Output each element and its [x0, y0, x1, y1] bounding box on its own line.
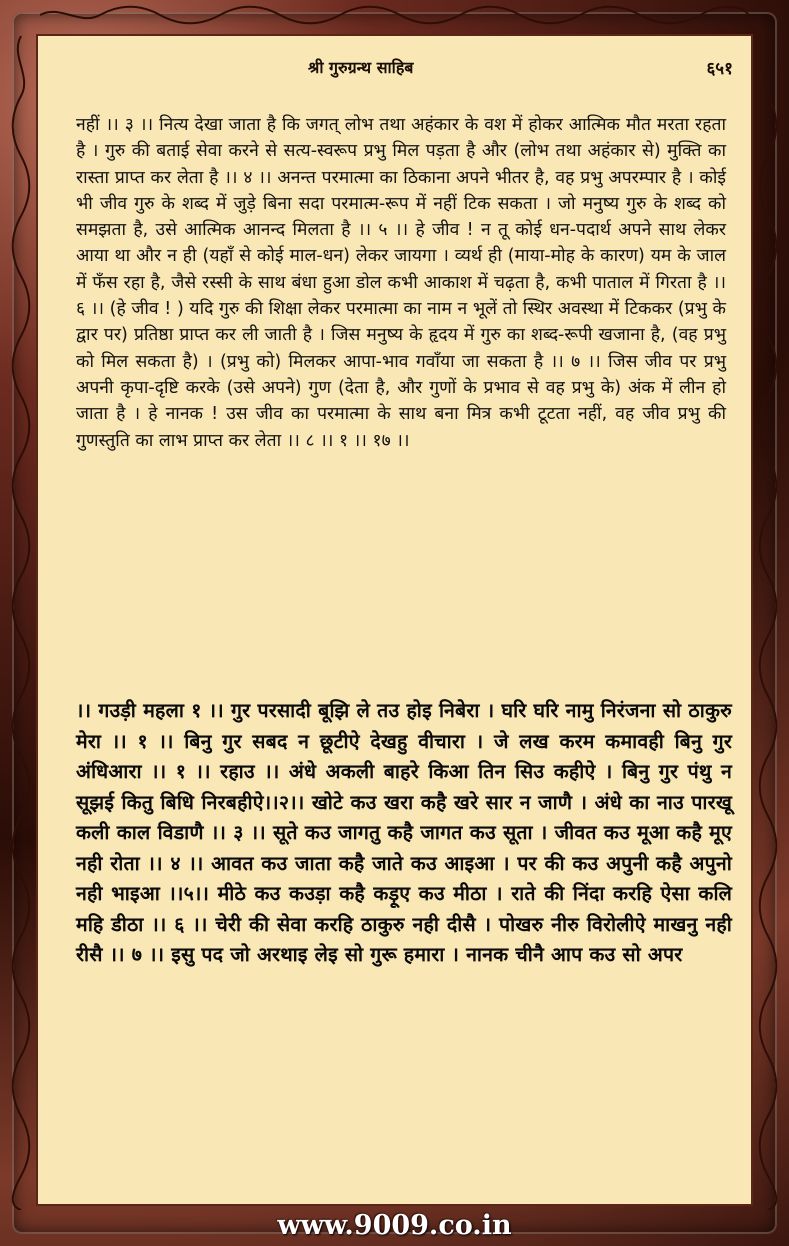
- page-number: ६५१: [706, 59, 733, 79]
- left-ornament: [8, 36, 34, 1210]
- gurbani-text: ।। गउड़ी महला १ ।। गुर परसादी बूझि ले तउ होइ निबेरा । घरि घरि नामु निरंजना सो ठाकुरु मेरा ।। १ ।। बिनु गुर सबद न छूटीऐ देखहु वीचारा । जे लख करम कमावही बिनु गुर अंधिआरा ।। १ ।। रहाउ ।। अंधे अकली बाहरे किआ तिन सिउ कहीऐ । बिनु गुर पंथु न सूझई कितु बिधि निरबहीऐ।।२।। खोटे कउ खरा कहै खरे सार न जाणै । अंधे का नाउ पारखू कली काल विडाणै ।। ३ ।। सूते कउ जागतु कहै जागत कउ सूता । जीवत कउ मूआ कहै मूए नही रोता ।। ४ ।। आवत कउ जाता कहै जाते कउ आइआ । पर की कउ अपुनी कहै अपुनो नही भाइआ ।।५।। मीठे कउ कउड़ा कहै कड़ूए कउ मीठा । राते की निंदा करहि ऐसा कलि महि डीठा ।। ६ ।। चेरी की सेवा करहि ठाकुरु नही दीसै । पोखरु नीरु विरोलीऐ माखनु नही रीसै ।। ७ ।। इसु पद जो अरथाइ लेइ सो गुरू हमारा । नानक चीनै आप कउ सो अपर: [76, 699, 732, 966]
- scripture-page: [36, 34, 753, 1206]
- page-title: श्री गुरुग्रन्थ साहिब: [308, 58, 414, 77]
- top-ornament: [40, 4, 749, 26]
- right-ornament: [755, 36, 781, 1210]
- page-header: [38, 56, 753, 82]
- commentary-text: नहीं ।। ३ ।। नित्य देखा जाता है कि जगत् लोभ तथा अहंकार के वश में होकर आत्मिक मौत मरता रहता है । गुरु की बताई सेवा करने से सत्य-स्वरूप प्रभु मिल पड़ता है और (लोभ तथा अहंकार से) मुक्ति का रास्ता प्राप्त कर लेता है ।। ४ ।। अनन्त परमात्मा का ठिकाना अपने भीतर है, वह प्रभु अपरम्पार है । कोई भी जीव गुरु के शब्द में जुड़े बिना सदा परमात्म-रूप में नहीं टिक सकता । जो मनुष्य गुरु के शब्द को समझता है, उसे आत्मिक आनन्द मिलता है ।। ५ ।। हे जीव ! न तू कोई धन-पदार्थ अपने साथ लेकर आया था और न ही (यहाँ से कोई माल-धन) लेकर जायगा । व्यर्थ ही (माया-मोह के कारण) यम के जाल में फँस रहा है, जैसे रस्सी के साथ बंधा हुआ डोल कभी आकाश में चढ़ता है, कभी पाताल में गिरता है ।। ६ ।। (हे जीव ! ) यदि गुरु की शिक्षा लेकर परमात्मा का नाम न भूलें तो स्थिर अवस्था में टिककर (प्रभु के द्वार पर) प्रतिष्ठा प्राप्त कर ली जाती है । जिस मनुष्य के हृदय में गुरु का शब्द-रूपी खजाना है, (वह प्रभु को मिल सकता है) । (प्रभु को) मिलकर आपा-भाव गवाँया जा सकता है ।। ७ ।। जिस जीव पर प्रभु अपनी कृपा-दृष्टि करके (उसे अपने) गुण (देता है, और गुणों के प्रभाव से वह प्रभु के) अंक में लीन हो जाता है । हे नानक ! उस जीव का परमात्मा के साथ बना मित्र कभी टूटता नहीं, वह जीव प्रभु की गुणस्तुति का लाभ प्राप्त कर लेता ।। ८ ।। १ ।। १७ ।।: [76, 115, 726, 451]
- website-watermark[interactable]: www.9009.co.in: [277, 1210, 512, 1241]
